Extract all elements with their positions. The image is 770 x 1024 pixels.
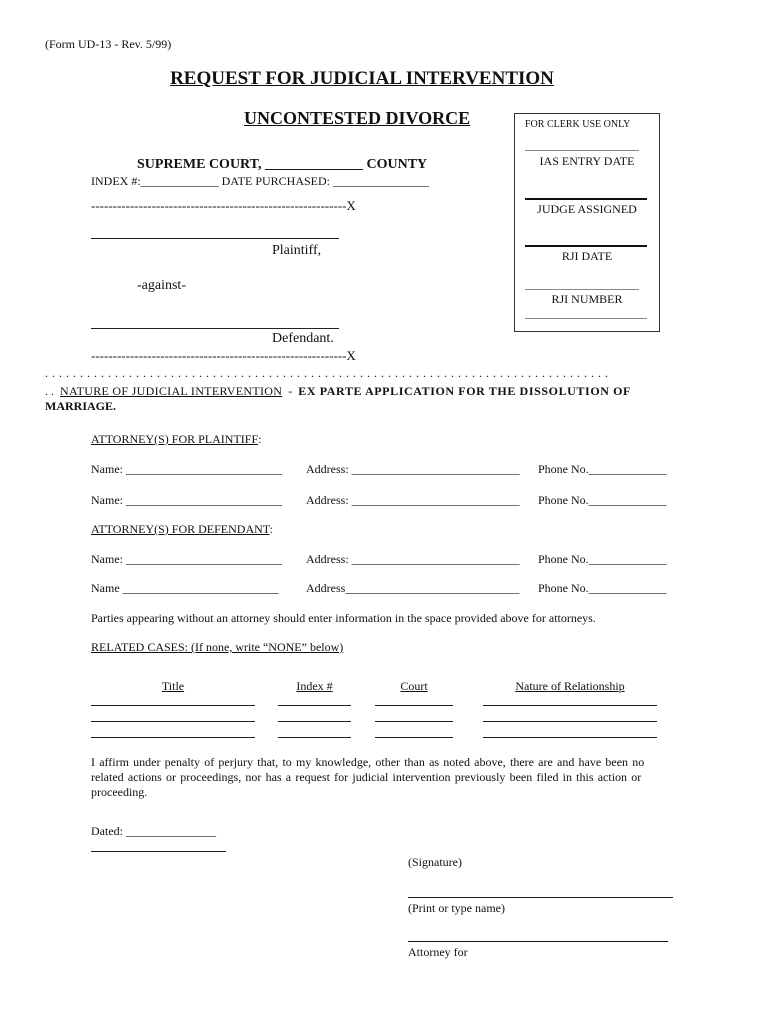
affirmation-line-2: related actions or proceedings, nor has a request for judicial intervention previously been filed in this action or — [91, 770, 642, 784]
defendant-attorney-2-phone[interactable]: Phone No._____________ — [538, 581, 667, 595]
index-date-line: INDEX #:_____________ DATE PURCHASED: ________________ — [91, 174, 430, 188]
defendant-attorneys-heading-colon: : — [269, 522, 273, 536]
plaintiff-attorney-1-phone[interactable]: Phone No._____________ — [538, 462, 667, 476]
rji-number-label: RJI NUMBER — [551, 292, 623, 306]
clerk-use-box — [514, 113, 660, 332]
related-case-2-nature[interactable] — [483, 721, 657, 722]
related-case-1-court[interactable] — [375, 705, 453, 706]
dated-second-line[interactable] — [91, 851, 226, 852]
plaintiff-attorneys-heading — [91, 432, 261, 447]
column-index: Index # — [296, 679, 333, 693]
nature-bold-text-2: MARRIAGE. — [45, 399, 116, 413]
against-label: -against- — [137, 278, 186, 293]
nature-bold-text: EX PARTE APPLICATION FOR THE DISSOLUTION OF — [298, 384, 631, 398]
related-case-3-nature[interactable] — [483, 737, 657, 738]
plaintiff-attorneys-heading-text: ATTORNEY(S) FOR PLAINTIFF — [91, 432, 259, 446]
related-case-1-title[interactable] — [91, 705, 255, 706]
dated-field[interactable]: Dated: _______________ — [91, 824, 216, 838]
related-case-1-index[interactable] — [278, 705, 351, 706]
rji-date-label: RJI DATE — [561, 249, 613, 263]
plaintiff-attorney-1-name[interactable]: Name: __________________________ — [91, 462, 282, 476]
plaintiff-attorney-1-address[interactable]: Address: ____________________________ — [306, 462, 520, 476]
attorney-for-field[interactable] — [408, 941, 668, 942]
plaintiff-attorney-2-name[interactable]: Name: __________________________ — [91, 493, 282, 507]
related-case-2-title[interactable] — [91, 721, 255, 722]
ias-entry-date-label: IAS ENTRY DATE — [539, 154, 635, 168]
defendant-attorneys-heading — [91, 522, 273, 537]
page-title: REQUEST FOR JUDICIAL INTERVENTION — [170, 68, 554, 89]
defendant-label: Defendant. — [272, 331, 334, 346]
defendant-attorney-1-address[interactable]: Address: ____________________________ — [306, 552, 520, 566]
related-case-2-court[interactable] — [375, 721, 453, 722]
defendant-attorney-1-name[interactable]: Name: __________________________ — [91, 552, 282, 566]
page-subtitle: UNCONTESTED DIVORCE — [244, 108, 471, 128]
rji-number-field[interactable] — [525, 289, 639, 290]
caption-bottom-dashes: -----------------------------------------------------------X — [91, 348, 356, 363]
plaintiff-attorneys-heading-colon: : — [258, 432, 262, 446]
related-case-3-title[interactable] — [91, 737, 255, 738]
nature-line — [45, 384, 631, 399]
plaintiff-attorney-2-address[interactable]: Address: ____________________________ — [306, 493, 520, 507]
caption-top-dashes: -----------------------------------------------------------X — [91, 198, 356, 213]
print-name-label: (Print or type name) — [408, 901, 505, 915]
defendant-attorneys-heading-text: ATTORNEY(S) FOR DEFENDANT — [91, 522, 270, 536]
related-case-3-court[interactable] — [375, 737, 453, 738]
related-case-3-index[interactable] — [278, 737, 351, 738]
nature-prefix: . . — [45, 384, 54, 398]
defendant-attorney-1-phone[interactable]: Phone No._____________ — [538, 552, 667, 566]
nature-separator: - — [288, 384, 293, 398]
affirmation-line-3: proceeding. — [91, 785, 148, 799]
column-title: Title — [161, 679, 185, 693]
plaintiff-label: Plaintiff, — [272, 243, 322, 258]
parties-note: Parties appearing without an attorney should enter information in the space provided above for attorneys. — [91, 611, 596, 625]
nature-label: NATURE OF JUDICIAL INTERVENTION — [60, 384, 283, 398]
defendant-attorney-2-address[interactable]: Address_____________________________ — [306, 581, 520, 595]
judge-assigned-label: JUDGE ASSIGNED — [537, 202, 637, 216]
clerk-header: FOR CLERK USE ONLY — [525, 119, 631, 130]
rji-number-underline — [525, 318, 647, 319]
rji-date-field[interactable] — [525, 245, 647, 247]
court-county-line: SUPREME COURT, ______________ COUNTY — [137, 157, 428, 172]
related-cases-heading: RELATED CASES: (If none, write “NONE” below) — [91, 640, 344, 654]
related-case-1-nature[interactable] — [483, 705, 657, 706]
column-nature-of-relationship: Nature of Relationship — [515, 679, 625, 693]
signature-label: (Signature) — [408, 855, 462, 869]
column-court: Court — [400, 679, 428, 693]
affirmation-line-1: I affirm under penalty of perjury that, to my knowledge, other than as noted above, there are and have been no — [91, 755, 645, 769]
plaintiff-name-field[interactable] — [91, 238, 339, 239]
dotted-separator: . . . . . . . . . . . . . . . . . . . . . . . . . . . . . . . . . . . . . . . . . . . . . . . . . . . . . . . . . . . . . . . . . . . . . . . . . . . . . . . . . — [45, 366, 609, 380]
form-id: (Form UD-13 - Rev. 5/99) — [45, 37, 172, 51]
attorney-for-label: Attorney for — [408, 945, 468, 959]
defendant-name-field[interactable] — [91, 328, 339, 329]
plaintiff-attorney-2-phone[interactable]: Phone No._____________ — [538, 493, 667, 507]
judge-assigned-field[interactable] — [525, 198, 647, 200]
related-case-2-index[interactable] — [278, 721, 351, 722]
defendant-attorney-2-name[interactable]: Name __________________________ — [91, 581, 279, 595]
ias-entry-date-field[interactable] — [525, 150, 639, 151]
print-name-field[interactable] — [408, 897, 673, 898]
